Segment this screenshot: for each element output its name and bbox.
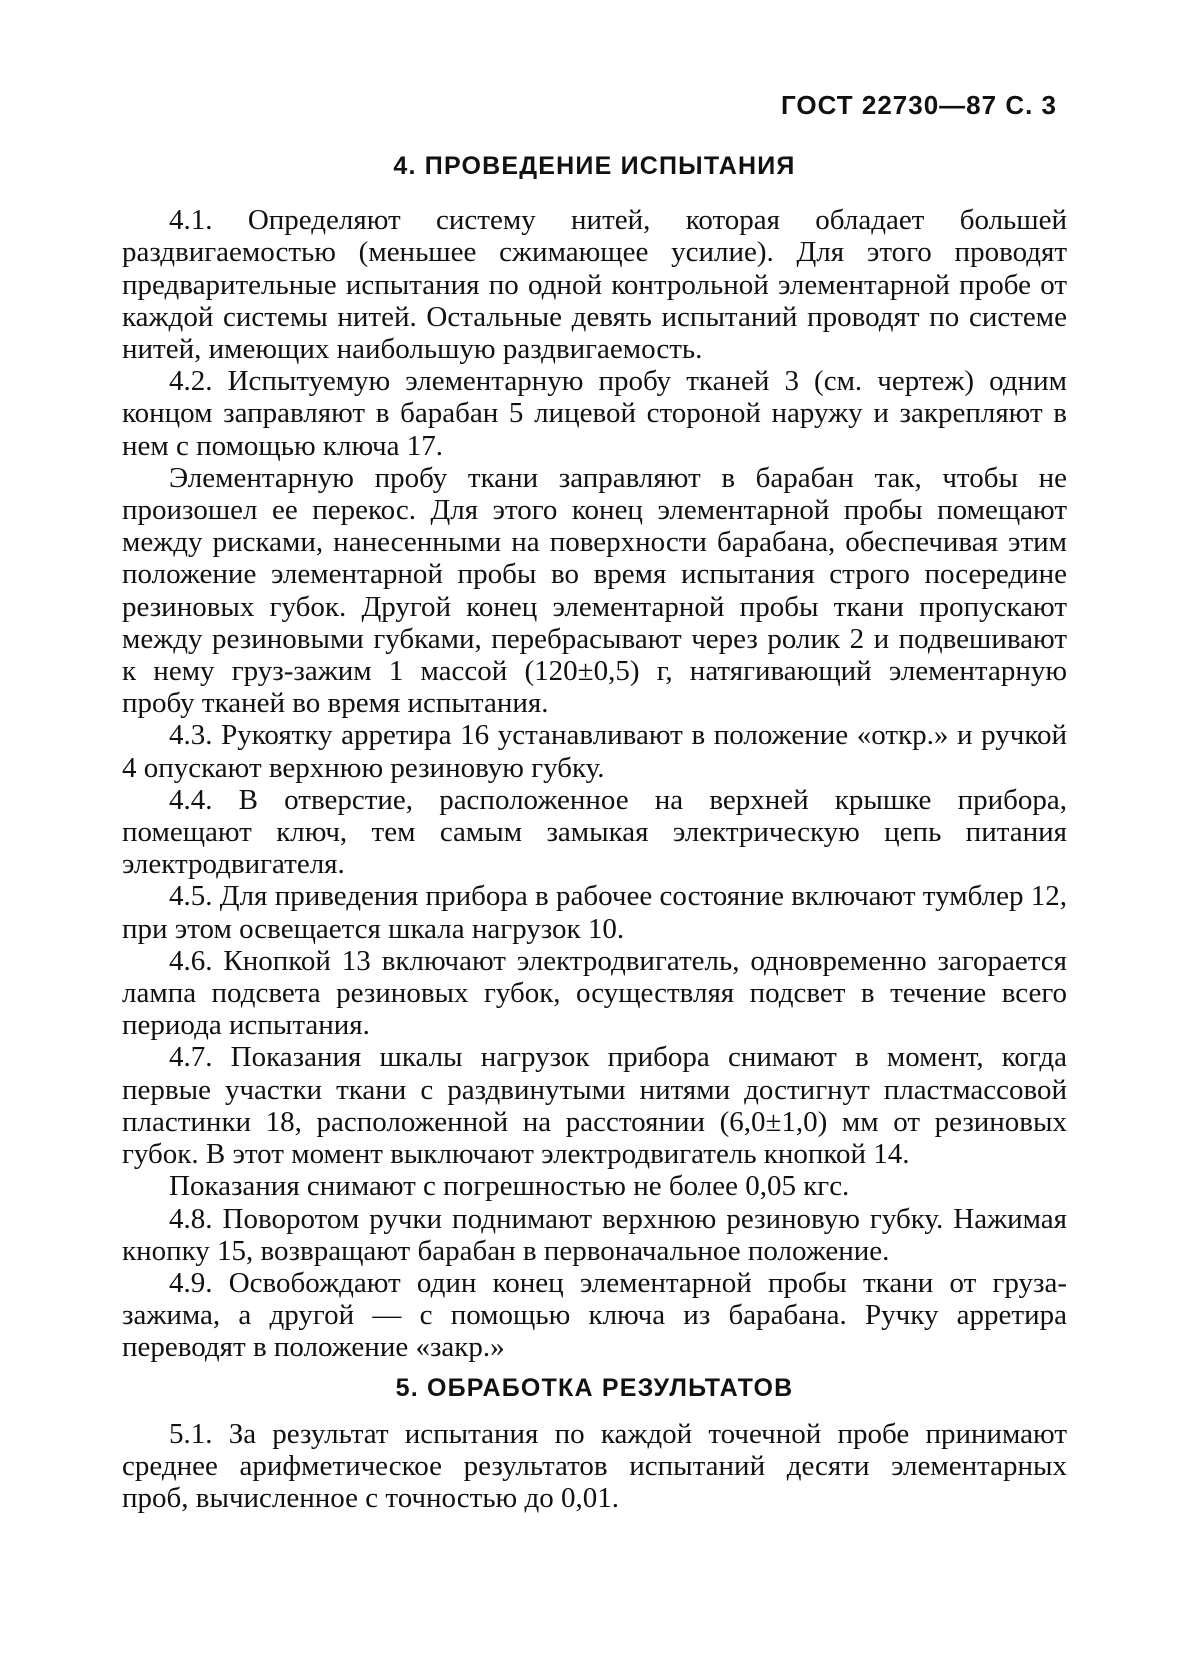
paragraph-4-2: 4.2. Испытуемую элементарную пробу тканей 3 (см. чертеж) одним концом заправляют в барабан 5 лицевой стороной наружу и закрепляют в нем с помощью ключа 17.: [122, 365, 1067, 462]
paragraph-4-5: 4.5. Для приведения прибора в рабочее состояние включают тумблер 12, при этом освещается шкала нагрузок 10.: [122, 880, 1067, 945]
paragraph-4-7: 4.7. Показания шкалы нагрузок прибора снимают в момент, когда первые участки ткани с раздвинутыми нитями достигнут пластмассовой пластинки 18, расположенной на расстоянии (6,0±1,0) мм от резиновых губок. В этот момент выключают электродвигатель кнопкой 14.: [122, 1041, 1067, 1171]
paragraph-4-2-cont: Элементарную пробу ткани заправляют в барабан так, чтобы не произошел ее перекос. Для этого конец элементарной пробы помещают между рисками, нанесенными на поверхности барабана, обеспечивая этим положение элементарной пробы во время испытания строго посередине резиновых губок. Другой конец элементарной пробы ткани пропускают между резиновыми губками, перебрасывают через ролик 2 и подвешивают к нему груз-зажим 1 массой (120±0,5) г, натягивающий элементарную пробу тканей во время испытания.: [122, 461, 1067, 720]
section-4-title: 4. ПРОВЕДЕНИЕ ИСПЫТАНИЯ: [393, 152, 796, 180]
page-header: ГОСТ 22730—87 С. 3: [781, 90, 1057, 120]
paragraph-4-7-cont: Показания снимают с погрешностью не более 0,05 кгс.: [169, 1170, 850, 1203]
paragraph-4-6: 4.6. Кнопкой 13 включают электродвигатель, одновременно загорается лампа подсвета резиновых губок, осуществляя подсвет в течение всего периода испытания.: [122, 944, 1067, 1042]
paragraph-4-9: 4.9. Освобождают один конец элементарной пробы ткани от груза-зажима, а другой — с помощью ключа из барабана. Ручку арретира переводят в положение «закр.»: [122, 1266, 1067, 1364]
paragraph-5-1: 5.1. За результат испытания по каждой точечной пробе принимают среднее арифметическое результатов испытаний десяти элементарных проб, вычисленное с точностью до 0,01.: [122, 1417, 1067, 1515]
section-5-title: 5. ОБРАБОТКА РЕЗУЛЬТАТОВ: [395, 1373, 794, 1402]
paragraph-4-1: 4.1. Определяют систему нитей, которая обладает большей раздвигаемостью (меньшее сжимающее усилие). Для этого проводят предварительные испытания по одной контрольной элементарной пробе от каждой системы нитей. Остальные девять испытаний проводят по системе нитей, имеющих наибольшую раздвигаемость.: [122, 204, 1067, 366]
paragraph-4-4: 4.4. В отверстие, расположенное на верхней крышке прибора, помещают ключ, тем самым замыкая электрическую цепь питания электродвигателя.: [122, 783, 1067, 881]
paragraph-4-3: 4.3. Рукоятку арретира 16 устанавливают в положение «откр.» и ручкой 4 опускают верхнюю резиновую губку.: [122, 719, 1067, 784]
paragraph-4-8: 4.8. Поворотом ручки поднимают верхнюю резиновую губку. Нажимая кнопку 15, возвращают барабан в первоначальное положение.: [122, 1202, 1067, 1267]
document-body: [122, 150, 1067, 1514]
